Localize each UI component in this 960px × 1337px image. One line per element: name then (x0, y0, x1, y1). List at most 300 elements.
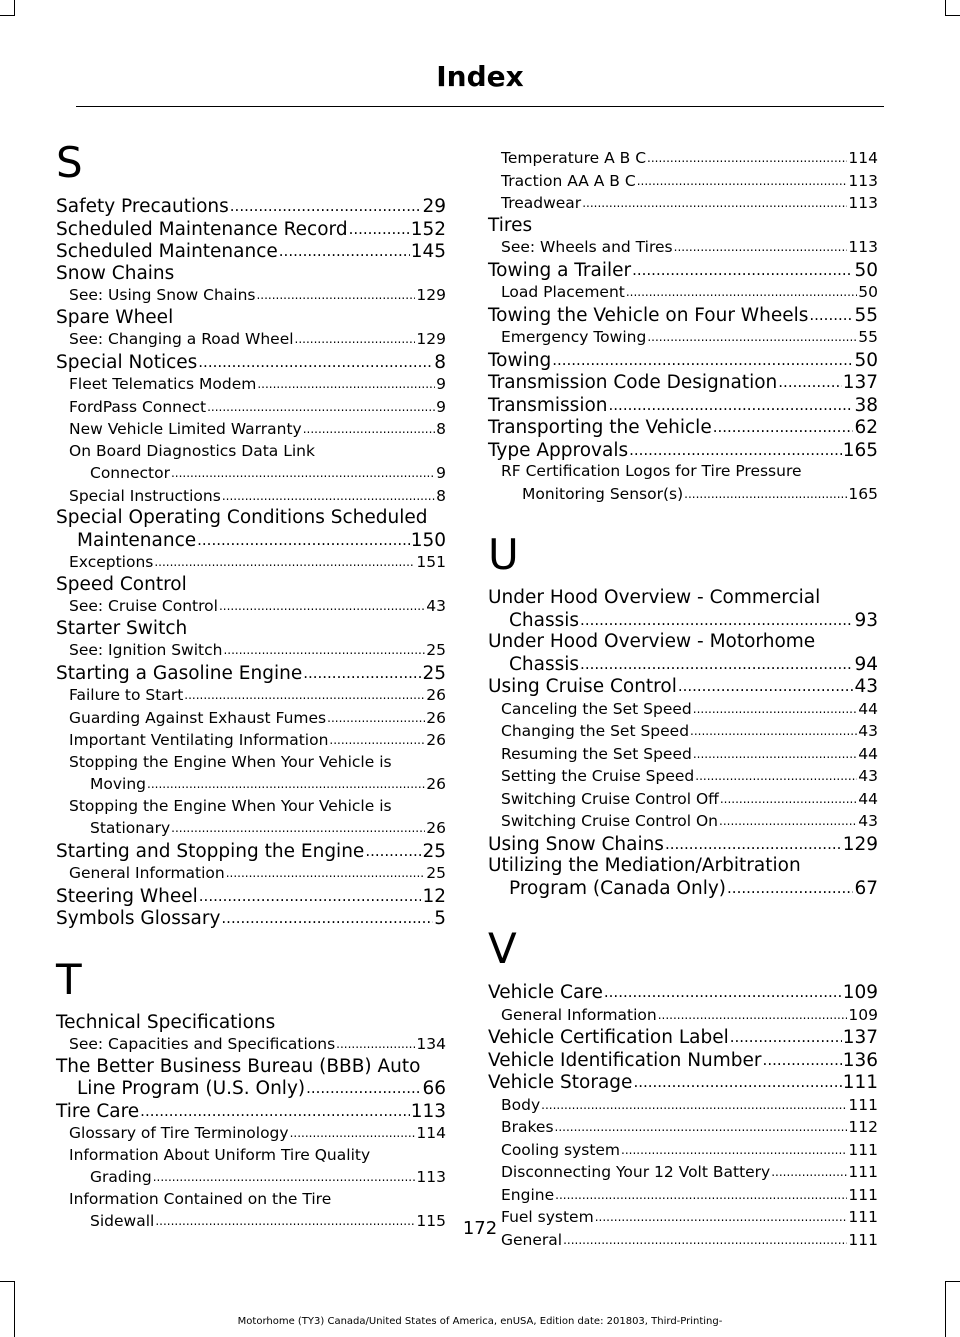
page-ref: 26 (426, 686, 446, 704)
page-ref: 113 (416, 1168, 446, 1186)
page-ref: 9 (436, 464, 446, 482)
index-subentry (488, 1139, 878, 1162)
page-ref: 113 (848, 238, 878, 256)
page-ref: 55 (858, 328, 878, 346)
leader-dots (197, 529, 410, 552)
page-ref: 26 (426, 819, 446, 837)
entry-label: Information About Uniform Tire Quality (69, 1145, 371, 1164)
page-ref: 55 (854, 304, 878, 326)
index-entry (488, 349, 878, 372)
index-entry (488, 371, 878, 394)
entry-label: Special Instructions (69, 486, 221, 505)
page-ref: 165 (842, 439, 878, 461)
leader-dots (555, 1184, 847, 1207)
index-entry (56, 351, 446, 374)
page-ref: 43 (426, 597, 446, 615)
page-ref: 114 (416, 1124, 446, 1142)
entry-label-cont: Sidewall (90, 1212, 155, 1230)
index-subentry (488, 1184, 878, 1207)
index-entry (488, 439, 878, 462)
index-heading: Starter Switch (56, 617, 188, 639)
index-column-left (56, 137, 446, 1233)
entry-label: Fuel system (501, 1208, 594, 1226)
entry-label: Vehicle Storage (488, 1072, 633, 1093)
page-ref: 137 (842, 1027, 878, 1048)
leader-dots (207, 396, 435, 419)
page-ref: 111 (848, 1140, 878, 1159)
index-subentry (56, 1145, 446, 1189)
leader-dots (219, 595, 425, 618)
index-entry (488, 981, 878, 1004)
entry-label: Temperature A B C (501, 149, 647, 167)
entry-label: Glossary of Tire Terminology (69, 1124, 289, 1142)
entry-label: Vehicle Identification Number (488, 1049, 762, 1071)
entry-label: Scheduled Maintenance (56, 241, 278, 262)
entry-label: See: Using Snow Chains (69, 286, 256, 304)
page-ref: 43 (854, 676, 878, 697)
page-ref: 113 (410, 1100, 446, 1122)
entry-label: Brakes (501, 1118, 554, 1136)
entry-label: The Better Business Bureau (BBB) Auto (56, 1055, 421, 1077)
page-ref: 111 (842, 1072, 878, 1093)
index-subentry (488, 461, 878, 505)
leader-dots (633, 1071, 841, 1094)
leader-dots (221, 907, 433, 930)
page-ref: 26 (426, 731, 446, 749)
entry-label: See: Capacities and Specifications (69, 1035, 336, 1053)
page-ref: 109 (848, 1005, 878, 1024)
leader-dots (647, 326, 857, 349)
entry-label: See: Ignition Switch (69, 641, 223, 659)
index-subentry (488, 326, 878, 349)
section-letter: U (488, 530, 519, 579)
entry-continuation (56, 529, 446, 552)
index-subentry (488, 147, 878, 170)
entry-label: General Information (501, 1005, 657, 1024)
index-entry (488, 304, 878, 327)
entry-label-cont: Line Program (U.S. Only) (77, 1078, 306, 1099)
entry-label-cont: Monitoring Sensor(s) (522, 484, 684, 503)
entry-label-cont: Stationary (90, 819, 171, 837)
index-subentry (488, 1161, 878, 1184)
entry-label-cont: Moving (90, 775, 146, 793)
leader-dots (665, 833, 842, 856)
index-entry (488, 1026, 878, 1049)
index-subentry (56, 284, 446, 307)
entry-label-cont: Program (Canada Only) (509, 877, 727, 899)
leader-dots (279, 240, 410, 263)
index-entry (56, 195, 446, 218)
index-entry (56, 840, 446, 863)
entry-label: Cooling system (501, 1140, 621, 1159)
crop-mark (945, 1281, 946, 1337)
entry-label: Stopping the Engine When Your Vehicle is (69, 796, 392, 815)
index-subentry (488, 236, 878, 259)
section-letter: V (488, 924, 517, 973)
index-subentry (488, 1004, 878, 1027)
index-entry (488, 675, 878, 698)
leader-dots (295, 328, 416, 351)
leader-dots (582, 192, 847, 215)
index-subentry (56, 328, 446, 351)
index-entry (488, 587, 878, 631)
leader-dots (199, 885, 422, 908)
spacer (56, 930, 446, 954)
index-entry (56, 885, 446, 908)
entry-label: Towing the Vehicle on Four Wheels (488, 304, 809, 326)
page-ref: 134 (416, 1035, 446, 1053)
page-ref: 151 (416, 553, 446, 571)
entry-label: Transporting the Vehicle (488, 417, 712, 438)
index-subentry (488, 1116, 878, 1139)
entry-label: Changing the Set Speed (501, 722, 690, 740)
leader-dots (226, 862, 426, 885)
index-entry (56, 662, 446, 685)
leader-dots (349, 218, 410, 241)
leader-dots (637, 170, 848, 193)
entry-label: Towing (488, 349, 552, 371)
leader-dots (629, 439, 842, 462)
leader-dots (771, 1161, 847, 1184)
page-ref: 129 (842, 833, 878, 855)
entry-label-cont: Grading (90, 1168, 152, 1186)
entry-label: Switching Cruise Control On (501, 812, 718, 830)
page-ref: 9 (436, 375, 446, 393)
entry-label: Setting the Cruise Speed (501, 767, 695, 785)
index-entry (488, 416, 878, 439)
leader-dots (336, 1033, 415, 1056)
entry-label: See: Wheels and Tires (501, 238, 673, 256)
page-ref: 44 (858, 789, 878, 808)
index-subentry (56, 752, 446, 796)
index-entry (488, 1049, 878, 1072)
entry-label-cont: Connector (90, 464, 170, 482)
page-ref: 62 (854, 417, 878, 438)
leader-dots (720, 788, 857, 811)
entry-label: FordPass Connect (69, 397, 207, 416)
page-ref: 113 (848, 194, 878, 212)
entry-continuation (69, 817, 446, 840)
page-ref: 25 (426, 641, 446, 659)
index-subentry (488, 810, 878, 833)
index-subentry (56, 729, 446, 752)
crop-mark (945, 15, 960, 16)
leader-dots (647, 147, 847, 170)
page-ref: 114 (848, 149, 878, 167)
leader-dots (306, 1077, 421, 1100)
page-ref: 111 (848, 1163, 878, 1181)
entry-label: Vehicle Care (488, 982, 603, 1003)
entry-label-cont: Chassis (509, 609, 580, 631)
entry-continuation (488, 653, 878, 676)
page-ref: 93 (854, 609, 878, 631)
leader-dots (632, 259, 853, 282)
index-subentry (488, 698, 878, 721)
leader-dots (693, 743, 857, 766)
entry-label: Traction AA A B C (501, 171, 636, 190)
leader-dots (552, 349, 853, 372)
entry-label: On Board Diagnostics Data Link (69, 441, 315, 460)
entry-label: Resuming the Set Speed (501, 744, 692, 763)
page-ref: 26 (426, 775, 446, 793)
index-entry (56, 240, 446, 263)
leader-dots (327, 707, 425, 730)
page-ref: 50 (854, 259, 878, 281)
page-ref: 111 (848, 1095, 878, 1114)
leader-dots (678, 675, 854, 698)
page-ref: 43 (858, 767, 878, 785)
page-ref: 152 (410, 218, 446, 240)
index-entry (488, 394, 878, 417)
entry-label: Scheduled Maintenance Record (56, 218, 348, 240)
leader-dots (693, 698, 858, 721)
index-heading: Snow Chains (56, 262, 175, 284)
page-ref: 112 (848, 1118, 878, 1136)
page-ref: 12 (422, 885, 446, 907)
leader-dots (257, 373, 435, 396)
leader-dots (713, 416, 854, 439)
leader-dots (184, 684, 425, 707)
entry-label: Disconnecting Your 12 Volt Battery (501, 1163, 771, 1181)
entry-label: Starting and Stopping the Engine (56, 840, 365, 862)
index-subentry (56, 707, 446, 730)
leader-dots (604, 981, 842, 1004)
page-ref: 94 (854, 653, 878, 675)
index-entry (488, 855, 878, 899)
index-subentry (56, 551, 446, 574)
page-ref: 5 (434, 908, 446, 929)
entry-label: Body (501, 1095, 541, 1114)
entry-label: Using Cruise Control (488, 676, 677, 697)
leader-dots (580, 653, 853, 676)
page-ref: 25 (422, 662, 446, 684)
page-ref: 50 (858, 283, 878, 301)
entry-continuation (56, 1077, 446, 1100)
page-ref: 8 (434, 351, 446, 373)
index-subentry (488, 281, 878, 304)
entry-label: Utilizing the Mediation/Arbitration (488, 855, 801, 876)
leader-dots (730, 1026, 842, 1049)
section-letter: T (56, 954, 82, 1004)
index-entry (56, 907, 446, 930)
page-ref: 26 (426, 708, 446, 727)
leader-dots (763, 1049, 842, 1072)
index-subentry (56, 396, 446, 419)
entry-label: Special Notices (56, 351, 198, 373)
section-letter: S (56, 138, 83, 187)
header-rule (76, 106, 884, 107)
leader-dots (154, 551, 415, 574)
index-subentry (56, 418, 446, 441)
page-ref: 66 (422, 1078, 446, 1099)
page-ref: 44 (858, 699, 878, 718)
entry-continuation (501, 483, 878, 506)
page-ref: 129 (416, 330, 446, 348)
index-subentry (488, 720, 878, 743)
leader-dots (153, 1166, 416, 1189)
crop-mark (0, 1281, 15, 1282)
entry-label: General Information (69, 864, 225, 882)
page-ref: 115 (416, 1212, 446, 1230)
crop-mark (0, 15, 15, 16)
leader-dots (290, 1122, 416, 1145)
entry-label: See: Changing a Road Wheel (69, 330, 294, 348)
entry-label: Fleet Telematics Modem (69, 375, 257, 393)
entry-label: Transmission Code Designation (488, 372, 778, 393)
page-ref: 129 (416, 286, 446, 304)
entry-label: Starting a Gasoline Engine (56, 662, 303, 684)
entry-label: Steering Wheel (56, 885, 198, 907)
page-ref: 111 (848, 1230, 878, 1249)
entry-label: Tire Care (56, 1100, 140, 1122)
index-heading: Tires (488, 214, 533, 236)
index-subentry (56, 1033, 446, 1056)
entry-continuation (488, 877, 878, 900)
entry-label: Towing a Trailer (488, 259, 632, 281)
index-entry (488, 631, 878, 675)
crop-mark (945, 0, 946, 16)
entry-label: Important Ventilating Information (69, 731, 329, 749)
index-subentry (488, 765, 878, 788)
index-subentry (56, 485, 446, 508)
index-entry (488, 1071, 878, 1094)
entry-label: Transmission (488, 394, 608, 416)
entry-label: Treadwear (501, 194, 582, 212)
index-entry (56, 1100, 446, 1123)
entry-label: Information Contained on the Tire (69, 1189, 332, 1208)
leader-dots (674, 236, 848, 259)
leader-dots (222, 485, 435, 508)
crop-mark (14, 1281, 15, 1337)
entry-label: Canceling the Set Speed (501, 699, 692, 718)
index-subentry (56, 441, 446, 485)
index-subentry (56, 684, 446, 707)
leader-dots (580, 609, 853, 632)
leader-dots (198, 351, 433, 374)
entry-label: Symbols Glossary (56, 908, 221, 929)
page-ref: 67 (854, 877, 878, 899)
entry-label: Exceptions (69, 553, 154, 571)
leader-dots (171, 462, 435, 485)
leader-dots (695, 765, 857, 788)
entry-label: Switching Cruise Control Off (501, 789, 719, 808)
leader-dots (303, 418, 435, 441)
leader-dots (365, 840, 421, 863)
page-ref: 9 (436, 397, 446, 416)
page-ref: 165 (848, 484, 878, 503)
index-entry (56, 507, 446, 551)
index-subentry (56, 373, 446, 396)
crop-mark (14, 0, 15, 16)
entry-label: General (501, 1230, 563, 1249)
page-ref: 38 (854, 394, 878, 416)
leader-dots (171, 817, 425, 840)
leader-dots (684, 483, 847, 506)
entry-label: Emergency Towing (501, 328, 647, 346)
entry-label: Vehicle Certification Label (488, 1027, 729, 1048)
entry-continuation (69, 773, 446, 796)
page-ref: 109 (842, 982, 878, 1003)
entry-label: Engine (501, 1185, 555, 1204)
leader-dots (147, 773, 425, 796)
leader-dots (690, 720, 857, 743)
page-title: Index (436, 60, 524, 93)
page-ref: 111 (848, 1185, 878, 1204)
page-ref: 150 (410, 529, 446, 551)
page-ref: 43 (858, 722, 878, 740)
spacer (488, 505, 878, 529)
leader-dots (658, 1004, 848, 1027)
entry-label: Safety Precautions (56, 196, 229, 217)
entry-label: Special Operating Conditions Scheduled (56, 507, 428, 528)
leader-dots (621, 1139, 847, 1162)
page-ref: 8 (436, 486, 446, 505)
entry-label: Stopping the Engine When Your Vehicle is (69, 752, 392, 771)
entry-continuation (69, 1166, 446, 1189)
entry-label: Guarding Against Exhaust Fumes (69, 708, 327, 727)
page-ref: 113 (848, 171, 878, 190)
entry-label: New Vehicle Limited Warranty (69, 420, 302, 438)
entry-label: Failure to Start (69, 686, 184, 704)
leader-dots (555, 1116, 848, 1139)
leader-dots (230, 195, 422, 218)
index-heading: Spare Wheel (56, 306, 174, 328)
entry-label: Under Hood Overview - Commercial (488, 587, 821, 608)
index-subentry (56, 862, 446, 885)
page-ref: 111 (848, 1208, 878, 1226)
index-subentry (56, 639, 446, 662)
footer-text: Motorhome (TY3) Canada/United States of America, enUSA, Edition date: 201803, Third-Printing- (237, 1316, 723, 1327)
index-column-right (488, 147, 878, 1251)
index-heading: Technical Specifications (56, 1011, 276, 1033)
index-subentry (488, 788, 878, 811)
entry-label-cont: Chassis (509, 653, 580, 675)
index-subentry (488, 1094, 878, 1117)
leader-dots (727, 877, 853, 900)
page-ref: 137 (842, 372, 878, 393)
index-subentry (488, 743, 878, 766)
spacer (488, 899, 878, 923)
entry-label-cont: Maintenance (77, 529, 197, 551)
leader-dots (223, 639, 425, 662)
index-subentry (56, 796, 446, 840)
leader-dots (303, 662, 421, 685)
leader-dots (609, 394, 854, 417)
leader-dots (140, 1100, 410, 1123)
leader-dots (809, 304, 853, 327)
page-ref: 25 (426, 864, 446, 882)
index-entry (56, 1056, 446, 1100)
page-ref: 8 (436, 420, 446, 438)
leader-dots (626, 281, 857, 304)
leader-dots (329, 729, 425, 752)
index-subentry (56, 1122, 446, 1145)
entry-label: Type Approvals (488, 439, 629, 461)
entry-continuation (488, 609, 878, 632)
entry-continuation (69, 462, 446, 485)
index-subentry (488, 192, 878, 215)
page-ref: 43 (858, 812, 878, 830)
entry-label: Under Hood Overview - Motorhome (488, 631, 816, 652)
entry-label: Load Placement (501, 283, 625, 301)
page-ref: 29 (422, 196, 446, 217)
leader-dots (541, 1094, 847, 1117)
leader-dots (256, 284, 415, 307)
leader-dots (778, 371, 841, 394)
page-ref: 145 (410, 241, 446, 262)
index-subentry (56, 595, 446, 618)
page-ref: 50 (854, 349, 878, 371)
